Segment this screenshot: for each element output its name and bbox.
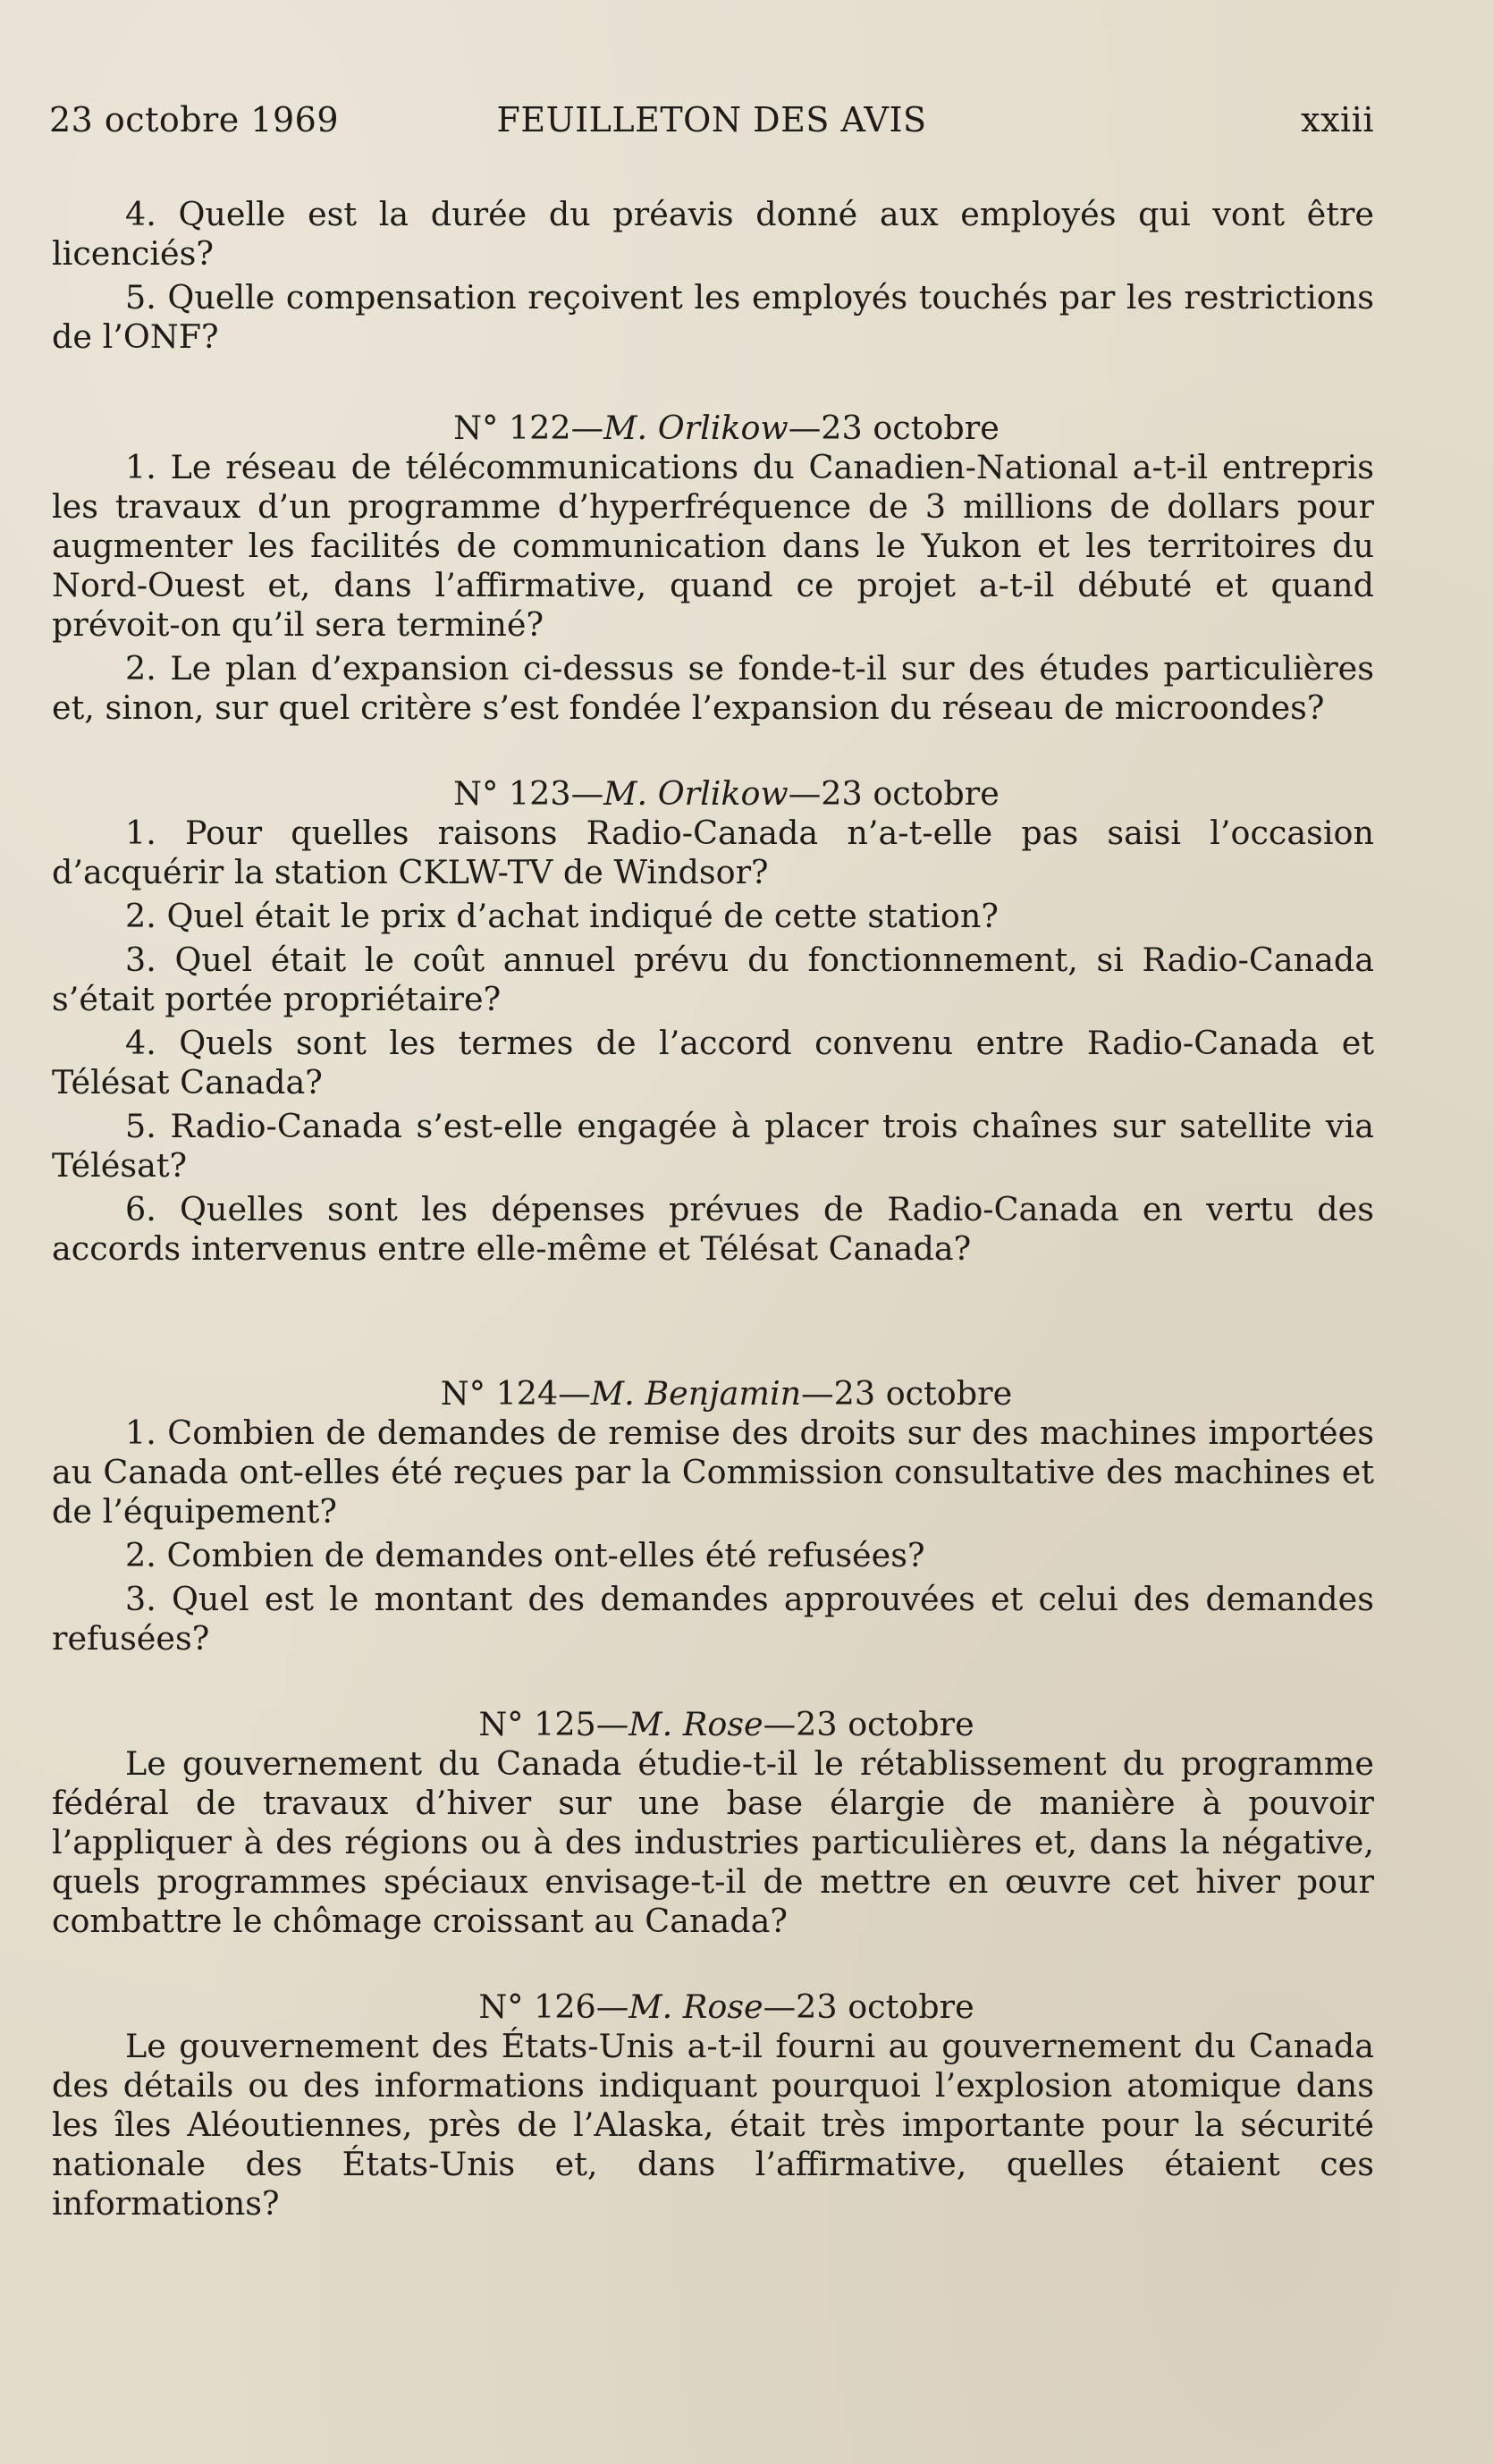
page-content xyxy=(52,195,1374,2228)
item-number: 3. xyxy=(125,1580,156,1618)
item-number: 5. xyxy=(125,278,156,316)
question-126 xyxy=(52,1987,1374,2224)
item-number: 1. xyxy=(125,1413,156,1452)
item-text: Combien de demandes ont-elles été refusées? xyxy=(166,1536,925,1574)
question-item xyxy=(52,897,1374,936)
item-text: Combien de demandes de remise des droits sur des machines importées au Canada ont-elles été reçues par la Commission consultative des machines et de l’équipement? xyxy=(52,1413,1374,1531)
item-text: Quelles sont les dépenses prévues de Radio-Canada en vertu des accords intervenus entre elle-même et Télésat Canada? xyxy=(52,1190,1374,1268)
item-number: 5. xyxy=(125,1107,156,1145)
question-heading: N° 122—M. Orlikow—23 octobre xyxy=(453,409,1000,447)
item-number: 3. xyxy=(125,941,156,979)
header-title: FEUILLETON DES AVIS xyxy=(496,100,927,139)
item-number: 2. xyxy=(125,897,156,935)
member-name: M. Rose xyxy=(628,1987,763,2026)
question-item xyxy=(52,649,1374,728)
item-number: 6. xyxy=(125,1190,156,1228)
question-item xyxy=(52,1107,1374,1186)
item-text: Radio-Canada s’est-elle engagée à placer trois chaînes sur satellite via Télésat? xyxy=(52,1107,1374,1185)
member-name: M. Rose xyxy=(628,1705,763,1743)
question-heading: N° 126—M. Rose—23 octobre xyxy=(478,1987,974,2026)
item-number: 1. xyxy=(125,448,156,486)
question-item xyxy=(52,814,1374,892)
item-number: 1. xyxy=(125,814,156,852)
item-text: Quelle est la durée du préavis donné aux employés qui vont être licenciés? xyxy=(52,195,1374,273)
question-item xyxy=(52,1413,1374,1532)
member-name: M. Orlikow xyxy=(603,774,789,813)
item-text: Le réseau de télécommunications du Canadien-National a-t-il entrepris les travaux d’un programme d’hyperfréquence de 3 millions de dollars pour augmenter les facilités de communication dans le Yukon et les territoires du Nord-Ouest et, dans l’affirmative, quand ce projet a-t-il débuté et quand prévoit-on qu’il sera terminé? xyxy=(52,448,1374,644)
member-name: M. Benjamin xyxy=(590,1374,802,1413)
question-item xyxy=(52,448,1374,645)
question-item xyxy=(52,195,1374,274)
question-heading: N° 123—M. Orlikow—23 octobre xyxy=(453,774,1000,813)
header-page-number: xxiii xyxy=(1301,100,1374,139)
question-item xyxy=(52,1024,1374,1102)
question-body: Le gouvernement des États-Unis a-t-il fourni au gouvernement du Canada des détails ou des informations indiquant pourquoi l’explosion atomique dans les îles Aléoutiennes, près de l’Alaska, était très importante pour la sécurité nationale des États-Unis et, dans l’affirmative, quelles étaient ces informations? xyxy=(52,2027,1374,2223)
running-head xyxy=(49,100,1374,150)
question-body: Le gouvernement du Canada étudie-t-il le rétablissement du programme fédéral de travaux d’hiver sur une base élargie de manière à pouvoir l’appliquer à des régions ou à des industries particulières et, dans la négative, quels programmes spéciaux envisage-t-il de mettre en œuvre cet hiver pour combattre le chômage croissant au Canada? xyxy=(52,1744,1374,1940)
question-124 xyxy=(52,1374,1374,1658)
item-number: 2. xyxy=(125,1536,156,1574)
question-heading: N° 125—M. Rose—23 octobre xyxy=(478,1705,974,1743)
question-123 xyxy=(52,774,1374,1269)
item-number: 2. xyxy=(125,649,156,688)
item-text: Quel était le prix d’achat indiqué de cette station? xyxy=(166,897,999,935)
question-item xyxy=(52,1580,1374,1658)
header-date: 23 octobre 1969 xyxy=(49,100,340,139)
item-text: Quel était le coût annuel prévu du fonctionnement, si Radio-Canada s’était portée propriétaire? xyxy=(52,941,1374,1018)
question-item xyxy=(52,941,1374,1019)
item-number: 4. xyxy=(125,1024,156,1062)
item-text: Quels sont les termes de l’accord convenu entre Radio-Canada et Télésat Canada? xyxy=(52,1024,1374,1101)
item-text: Pour quelles raisons Radio-Canada n’a-t-elle pas saisi l’occasion d’acquérir la station CKLW-TV de Windsor? xyxy=(52,814,1374,891)
question-item xyxy=(52,278,1374,357)
item-text: Le plan d’expansion ci-dessus se fonde-t-il sur des études particulières et, sinon, sur quel critère s’est fondée l’expansion du réseau de microondes? xyxy=(52,649,1374,727)
item-number: 4. xyxy=(125,195,156,233)
continued-question xyxy=(52,195,1374,357)
question-heading: N° 124—M. Benjamin—23 octobre xyxy=(440,1374,1013,1413)
question-125 xyxy=(52,1705,1374,1941)
item-text: Quelle compensation reçoivent les employés touchés par les restrictions de l’ONF? xyxy=(52,278,1374,356)
member-name: M. Orlikow xyxy=(603,409,789,447)
question-item xyxy=(52,1190,1374,1269)
item-text: Quel est le montant des demandes approuvées et celui des demandes refusées? xyxy=(52,1580,1374,1658)
question-item xyxy=(52,1536,1374,1575)
question-122 xyxy=(52,409,1374,728)
